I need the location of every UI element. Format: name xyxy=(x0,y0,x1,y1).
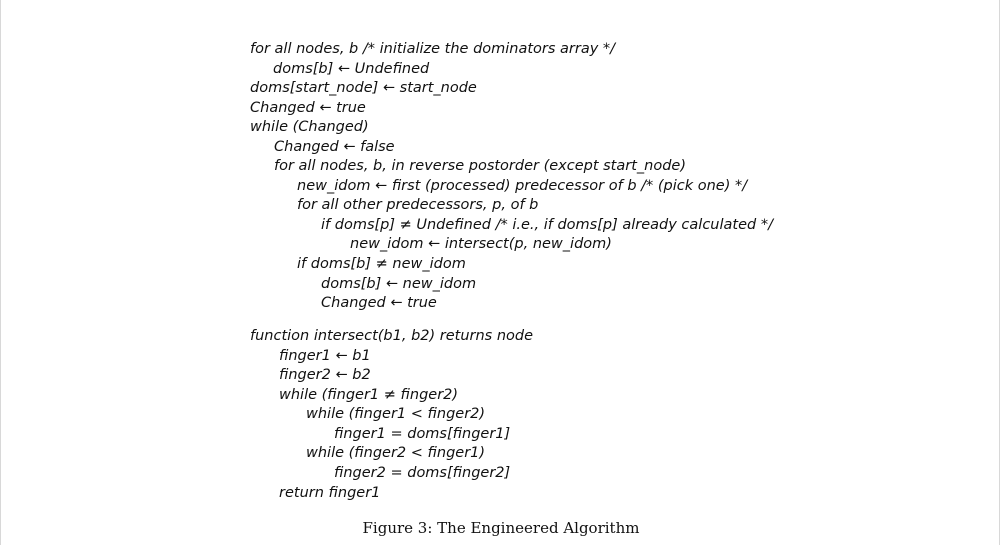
algo1-line-7: for all nodes, b, in reverse postorder (except start_node) xyxy=(274,158,686,175)
algo1-line-11: new_idom ← intersect(p, new_idom) xyxy=(350,236,612,253)
algo2-line-3: finger2 ← b2 xyxy=(279,367,371,384)
algo1-line-3: doms[start_node] ← start_node xyxy=(250,80,477,97)
algo1-line-5: while (Changed) xyxy=(250,119,369,136)
pseudocode-block xyxy=(250,40,773,503)
algo1-line-1: for all nodes, b /* initialize the dominators array */ xyxy=(250,41,616,57)
algo1-line-4: Changed ← true xyxy=(250,99,366,116)
algo2-line-4: while (finger1 ≠ finger2) xyxy=(279,386,459,403)
algo1-line-13: doms[b] ← new_idom xyxy=(321,275,477,292)
algo2-line-8: finger2 = doms[finger2] xyxy=(334,464,511,481)
algo1-line-9: for all other predecessors, p, of b xyxy=(297,197,539,214)
figure-caption: Figure 3: The Engineered Algorithm xyxy=(362,519,640,537)
algo2-line-5: while (finger1 < finger2) xyxy=(306,406,486,423)
algo1-line-8: new_idom ← first (processed) predecessor of b /* (pick one) */ xyxy=(297,177,748,194)
algo2-line-6: finger1 = doms[finger1] xyxy=(334,425,511,442)
block-gap xyxy=(250,314,773,328)
algo1-line-12: if doms[b] ≠ new_idom xyxy=(297,256,466,273)
algo2-line-9: return finger1 xyxy=(279,484,381,501)
algo1-line-6: Changed ← false xyxy=(274,138,395,155)
algo2-line-2: finger1 ← b1 xyxy=(279,347,371,364)
algo1-line-14: Changed ← true xyxy=(321,295,437,312)
algo1-line-10: if doms[p] ≠ Undefined /* i.e., if doms[p] already calculated */ xyxy=(321,216,773,233)
algo2-line-7: while (finger2 < finger1) xyxy=(306,445,486,462)
algo1-line-2: doms[b] ← Undefined xyxy=(273,60,430,77)
algo2-line-1: function intersect(b1, b2) returns node xyxy=(250,328,534,345)
